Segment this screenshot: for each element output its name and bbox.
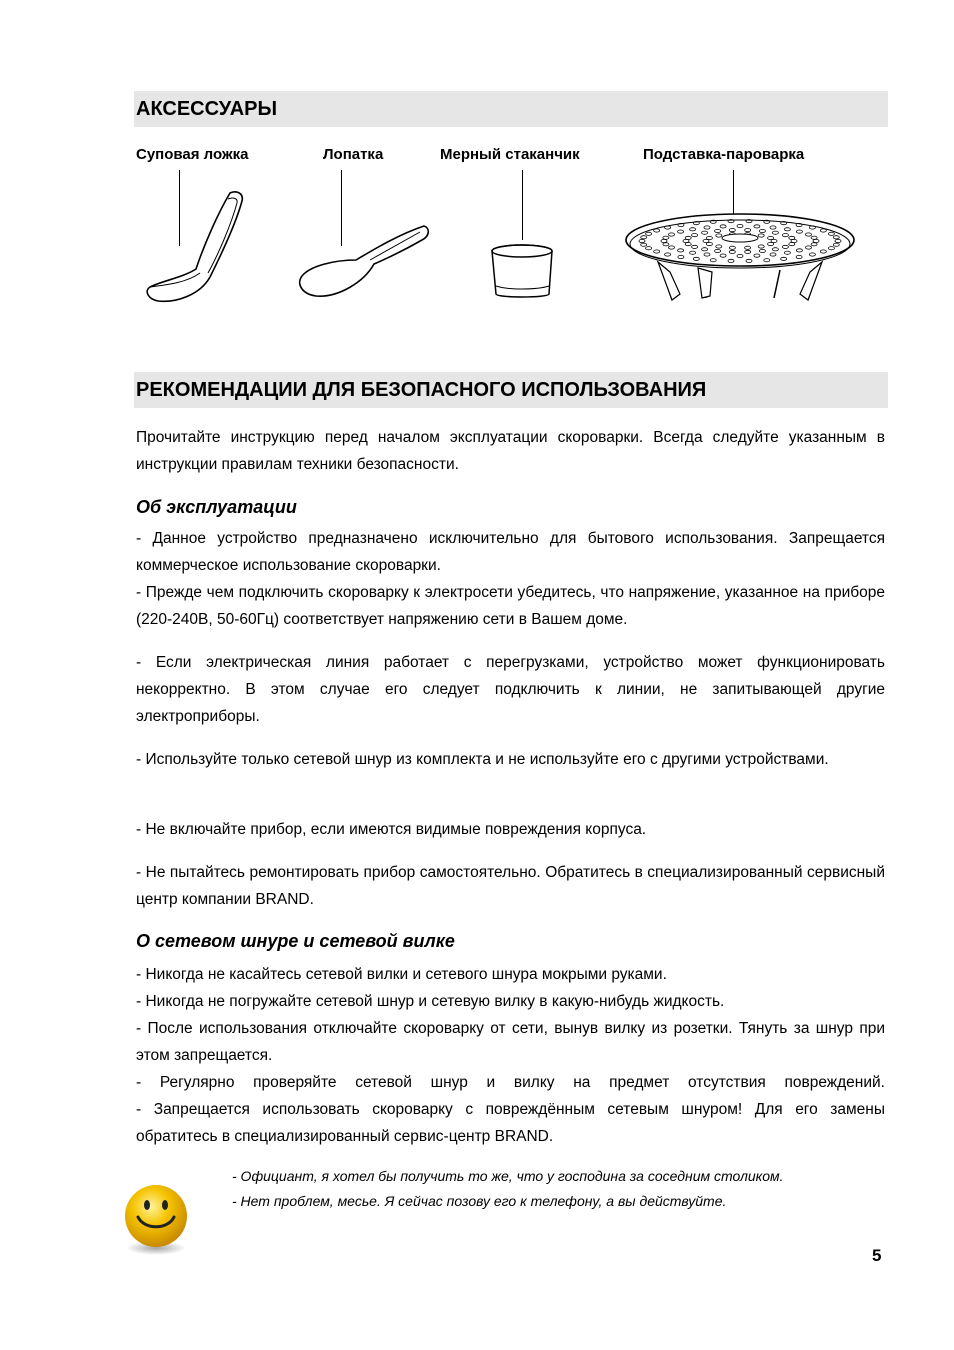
safety-section-title: РЕКОМЕНДАЦИИ ДЛЯ БЕЗОПАСНОГО ИСПОЛЬЗОВАНИЯ xyxy=(134,372,888,408)
cord-heading: О сетевом шнуре и сетевой вилке xyxy=(136,931,455,951)
cord-item-2: - Никогда не погружайте сетевой шнур и сетевую вилку в какую-нибудь жидкость. xyxy=(136,993,725,1010)
operation-item-4: - Используйте только сетевой шнур из комплекта и не используйте его с другими устройствами. xyxy=(136,751,829,768)
accessory-label-spatula: Лопатка xyxy=(323,146,384,163)
measuring-cup-icon xyxy=(488,240,558,302)
cord-item-5: - Запрещается использовать скороварку с повреждённым сетевым шнуром! Для его замены обратитесь в специализированный сервис-центр BRAND. xyxy=(136,1101,885,1145)
cord-item-3: - После использования отключайте скороварку от сети, вынув вилку из розетки. Тянуть за шнур при этом запрещается. xyxy=(136,1020,885,1064)
soup-ladle-icon xyxy=(140,185,250,310)
joke-line-1: - Официант, я хотел бы получить то же, что у господина за соседним столиком. xyxy=(232,1168,784,1184)
rice-spatula-icon xyxy=(296,220,432,302)
accessory-label-soup-ladle: Суповая ложка xyxy=(136,146,249,163)
accessory-label-steamer-rack: Подставка-пароварка xyxy=(643,146,805,163)
operation-item-5: - Не включайте прибор, если имеются видимые повреждения корпуса. xyxy=(136,821,647,838)
safety-intro: Прочитайте инструкцию перед началом эксплуатации скороварки. Всегда следуйте указанным в инструкции правилам техники безопасности. xyxy=(136,429,885,473)
operation-heading: Об эксплуатации xyxy=(136,497,297,517)
smiley-face-icon xyxy=(118,1182,194,1258)
cord-item-1: - Никогда не касайтесь сетевой вилки и сетевого шнура мокрыми руками. xyxy=(136,966,667,983)
operation-item-3: - Если электрическая линия работает с перегрузками, устройство может функционировать некорректно. В этом случае его следует подключить к линии, не запитывающей другие электроприборы. xyxy=(136,654,885,725)
cord-item-4: - Регулярно проверяйте сетевой шнур и вилку на предмет отсутствия повреждений. xyxy=(136,1074,885,1091)
accessories-section-title: АКСЕССУАРЫ xyxy=(134,91,888,127)
page-number: 5 xyxy=(872,1246,882,1265)
steamer-rack-icon xyxy=(620,208,860,304)
operation-item-2: - Прежде чем подключить скороварку к электросети убедитесь, что напряжение, указанное на приборе (220-240В, 50-60Гц) соответствует напряжению сети в Вашем доме. xyxy=(136,584,885,628)
joke-line-2: - Нет проблем, месье. Я сейчас позову его к телефону, а вы действуйте. xyxy=(232,1193,727,1209)
operation-item-6: - Не пытайтесь ремонтировать прибор самостоятельно. Обратитесь в специализированный сервисный центр компании BRAND. xyxy=(136,864,885,908)
operation-item-1: - Данное устройство предназначено исключительно для бытового использования. Запрещается коммерческое использование скороварки. xyxy=(136,530,885,574)
accessory-label-measuring-cup: Мерный стаканчик xyxy=(440,146,580,163)
leader-line-measuring-cup xyxy=(522,170,523,240)
